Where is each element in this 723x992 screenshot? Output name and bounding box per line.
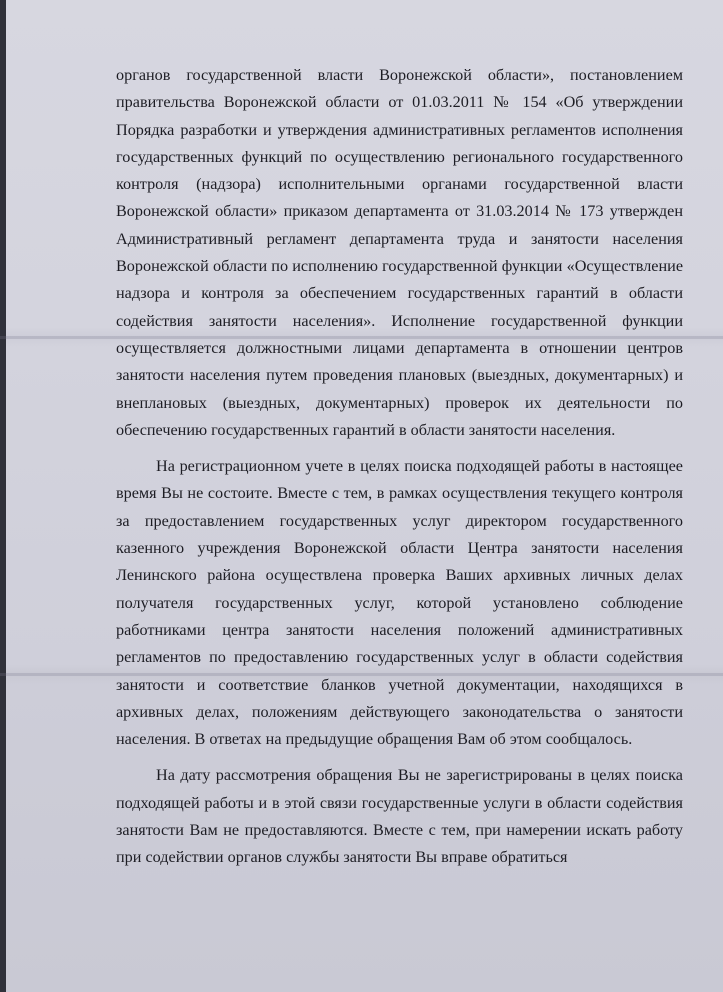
paragraph-2: На регистрационном учете в целях поиска подходящей работы в настоящее время Вы не состоите. Вместе с тем, в рамках осуществления текущего контроля за предоставлением государственных услуг директором государственного казенного учреждения Воронежской области Центра занятости населения Ленинского района осуществлена проверка Ваших архивных личных делах получателя государственных услуг, которой установлено соблюдение работниками центра занятости населения положений административных регламентов по предоставлению государственных услуг в области содействия занятости и соответствие бланков учетной документации, находящихся в архивных делах, положениям действующего законодательства о занятости населения. В ответах на предыдущие обращения Вам об этом сообщалось. [116,457,683,749]
paragraph-3: На дату рассмотрения обращения Вы не зарегистрированы в целях поиска подходящей работы и в этой связи государственные услуги в области содействия занятости Вам не предоставляются. Вместе с тем, при намерении искать работу при содействии органов службы занятости Вы вправе обратиться [116,766,683,867]
page-edge-shadow [0,0,6,992]
document-body [116,62,683,872]
paragraph-1: органов государственной власти Воронежской области», постановлением правительства Воронежской области от 01.03.2011 № 154 «Об утверждении Порядка разработки и утверждения административных регламентов исполнения государственных функций по осуществлению регионального государственного контроля (надзора) исполнительными органами государственной власти Воронежской области» приказом департамента от 31.03.2014 № 173 утвержден Административный регламент департамента труда и занятости населения Воронежской области по исполнению государственной функции «Осуществление надзора и контроля за обеспечением государственных гарантий в области содействия занятости населения». Исполнение государственной функции осуществляется должностными лицами департамента в отношении центров занятости населения путем проведения плановых (выездных, документарных) и внеплановых (выездных, документарных) проверок их деятельности по обеспечению государственных гарантий в области занятости населения. [116,66,683,439]
